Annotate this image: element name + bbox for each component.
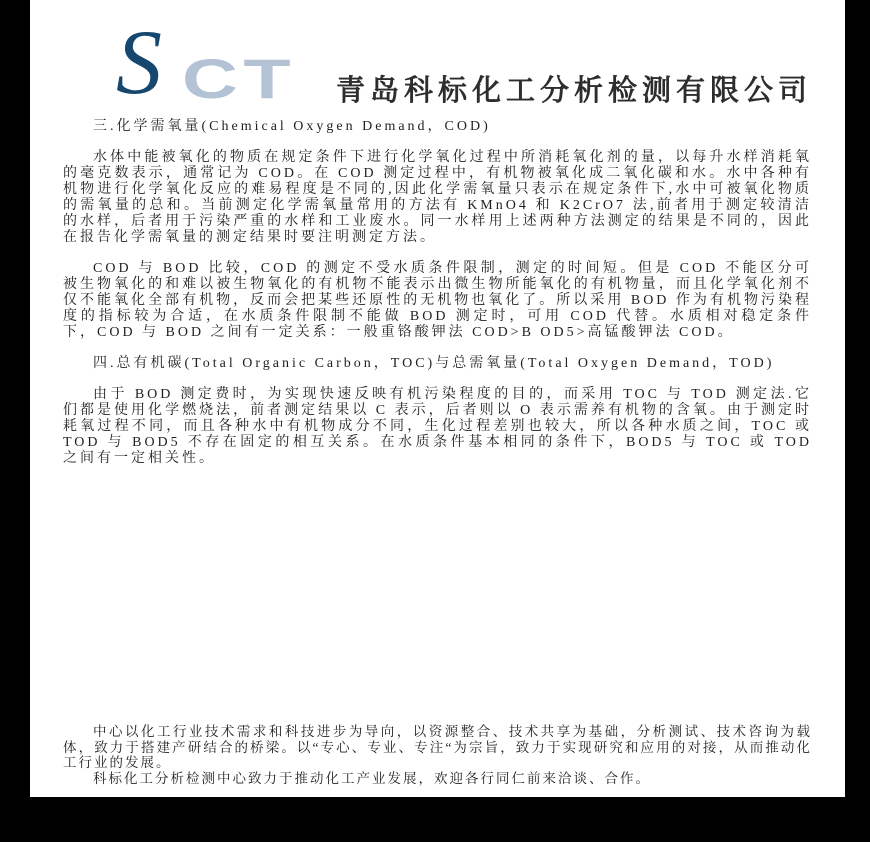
section-heading-3: 三.化学需氧量(Chemical Oxygen Demand，COD) xyxy=(93,119,491,134)
document-footer xyxy=(63,724,812,786)
document-page xyxy=(30,0,845,797)
paragraph: COD 与 BOD 比较，COD 的测定不受水质条件限制，测定的时间短。但是 COD 不能区分可被生物氧化的和难以被生物氧化的有机物不能表示出微生物所能氧化的有机物量，而且化学氧化剂不仅不能氧化全部有机物，反而会把某些还原性的无机物也氧化了。所以采用 BOD 作为有机物污染程度的指标较为合适，在水质条件限制不能做 BOD 测定时，可用 COD 代替。水质相对稳定条件下，COD 与 BOD 之间有一定关系：一般重铬酸钾法 COD>B OD5>高锰酸钾法 COD。 xyxy=(63,261,812,340)
document-body xyxy=(30,119,845,467)
paragraph: 由于 BOD 测定费时，为实现快速反映有机污染程度的目的，而采用 TOC 与 TOD 测定法.它们都是使用化学燃烧法，前者测定结果以 C 表示，后者则以 O 表示需养有机物的含氧。由于测定时耗氧过程不同，而且各种水中有机物成分不同，生化过程差别也较大，所以各种水质之间，TOC 或 TOD 与 BOD5 不存在固定的相互关系。在水质条件基本相同的条件下，BOD5 与 TOC 或 TOD 之间有一定相关性。 xyxy=(63,387,812,466)
section-heading-4: 四.总有机碳(Total Organic Carbon，TOC)与总需氧量(Total Oxygen Demand，TOD) xyxy=(93,356,775,371)
company-name: 青岛科标化工分析检测有限公司 xyxy=(336,75,813,107)
logo-letters-ct: CT xyxy=(182,47,297,110)
footer-paragraph: 中心以化工行业技术需求和科技进步为导向，以资源整合、技术共享为基础，分析测试、技术咨询为载体，致力于搭建产研结合的桥梁。以“专心、专业、专注“为宗旨，致力于实现研究和应用的对接，从而推动化工行业的发展。 xyxy=(63,724,812,770)
document-header xyxy=(30,0,845,113)
paragraph: 水体中能被氧化的物质在规定条件下进行化学氧化过程中所消耗氧化剂的量，以每升水样消耗氧的毫克数表示，通常记为 COD。在 COD 测定过程中，有机物被氧化成二氧化碳和水。水中各种有机物进行化学氧化反应的难易程度是不同的,因此化学需氧量只表示在规定条件下,水中可被氧化物质的需氧量的总和。当前测定化学需氧量常用的方法有 KMnO4 和 K2CrO7 法,前者用于测定较清洁的水样，后者用于污染严重的水样和工业废水。同一水样用上述两种方法测定的结果是不同的，因此在报告化学需氧量的测定结果时要注明测定方法。 xyxy=(63,150,812,245)
logo-letter-s: S xyxy=(116,11,162,113)
footer-paragraph: 科标化工分析检测中心致力于推动化工产业发展，欢迎各行同仁前来洽谈、合作。 xyxy=(93,770,651,786)
